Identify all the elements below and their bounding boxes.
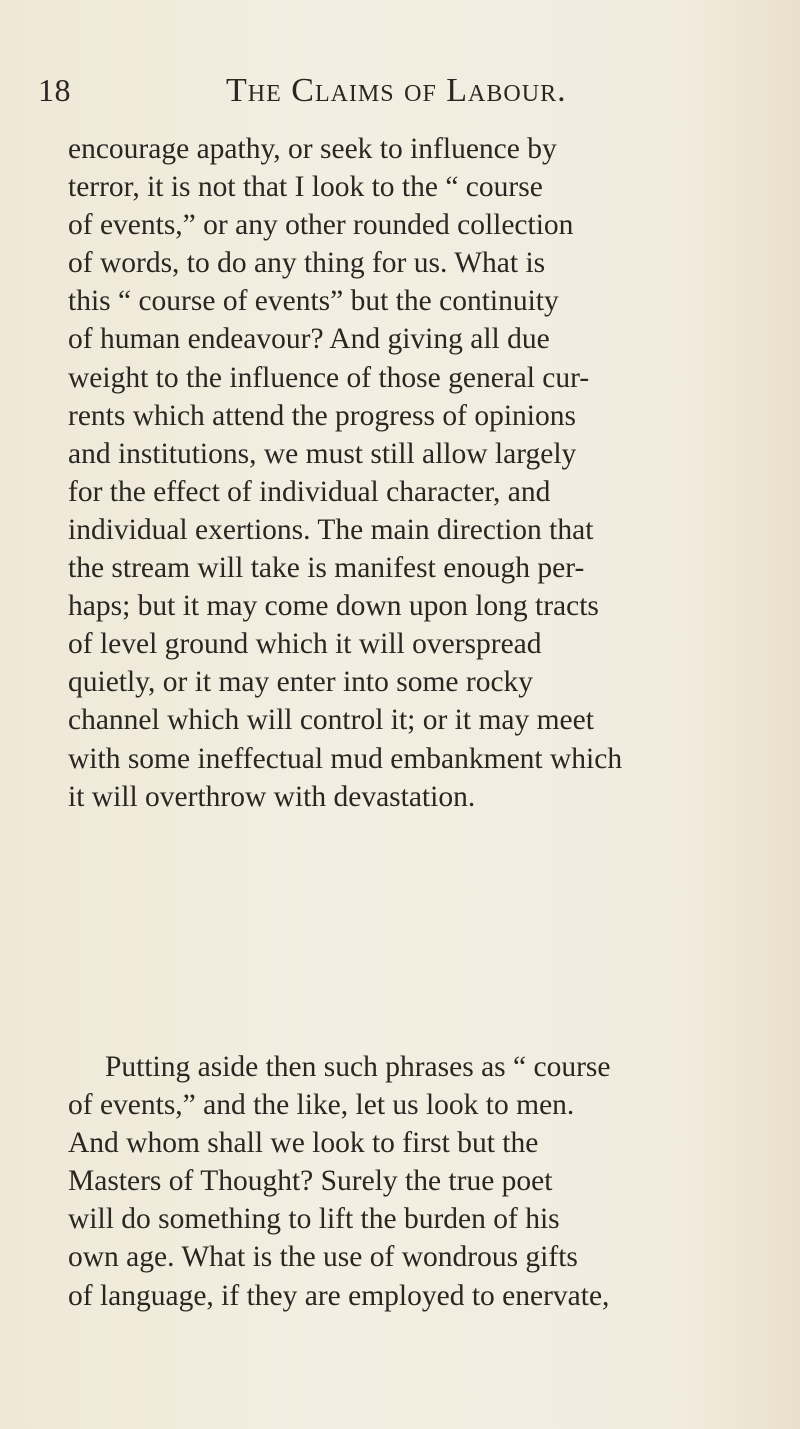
text-line: quietly, or it may enter into some rocky: [68, 666, 534, 699]
text-line: own age. What is the use of wondrous gifts: [68, 1241, 578, 1274]
running-title: The Claims of Labour.: [226, 72, 567, 109]
text-line: with some ineffectual mud embankment which: [68, 742, 623, 775]
text-line: the stream will take is manifest enough per-: [68, 552, 585, 585]
text-line: of level ground which it will overspread: [68, 628, 542, 661]
text-line: weight to the influence of those general cur-: [68, 361, 590, 394]
text-line: it will overthrow with devastation.: [68, 780, 476, 813]
paragraph-1: [68, 130, 768, 816]
text-line: individual exertions. The main direction that: [68, 513, 594, 546]
text-line: this “ course of events” but the continuity: [68, 285, 559, 318]
text-line: will do something to lift the burden of his: [68, 1203, 560, 1236]
text-line: of language, if they are employed to enervate,: [68, 1279, 610, 1312]
page-header: [38, 72, 738, 116]
text-line: of events,” and the like, let us look to men.: [68, 1089, 575, 1122]
text-line: And whom shall we look to first but the: [68, 1127, 539, 1160]
text-line: of human endeavour? And giving all due: [68, 323, 550, 356]
text-line: terror, it is not that I look to the “ course: [68, 171, 543, 204]
text-line: and institutions, we must still allow largely: [68, 437, 577, 470]
text-line: rents which attend the progress of opinions: [68, 399, 576, 432]
text-line: for the effect of individual character, and: [68, 475, 551, 508]
text-line: encourage apathy, or seek to influence by: [68, 133, 557, 165]
paragraph-2: [68, 1048, 768, 1315]
page-number: 18: [38, 72, 71, 108]
text-line: Masters of Thought? Surely the true poet: [68, 1165, 553, 1198]
text-line: of events,” or any other rounded collection: [68, 209, 574, 242]
text-line: Putting aside then such phrases as “ course: [105, 1051, 611, 1083]
text-line: haps; but it may come down upon long tracts: [68, 590, 599, 623]
text-line: of words, to do any thing for us. What is: [68, 247, 546, 280]
text-line: channel which will control it; or it may meet: [68, 704, 594, 737]
